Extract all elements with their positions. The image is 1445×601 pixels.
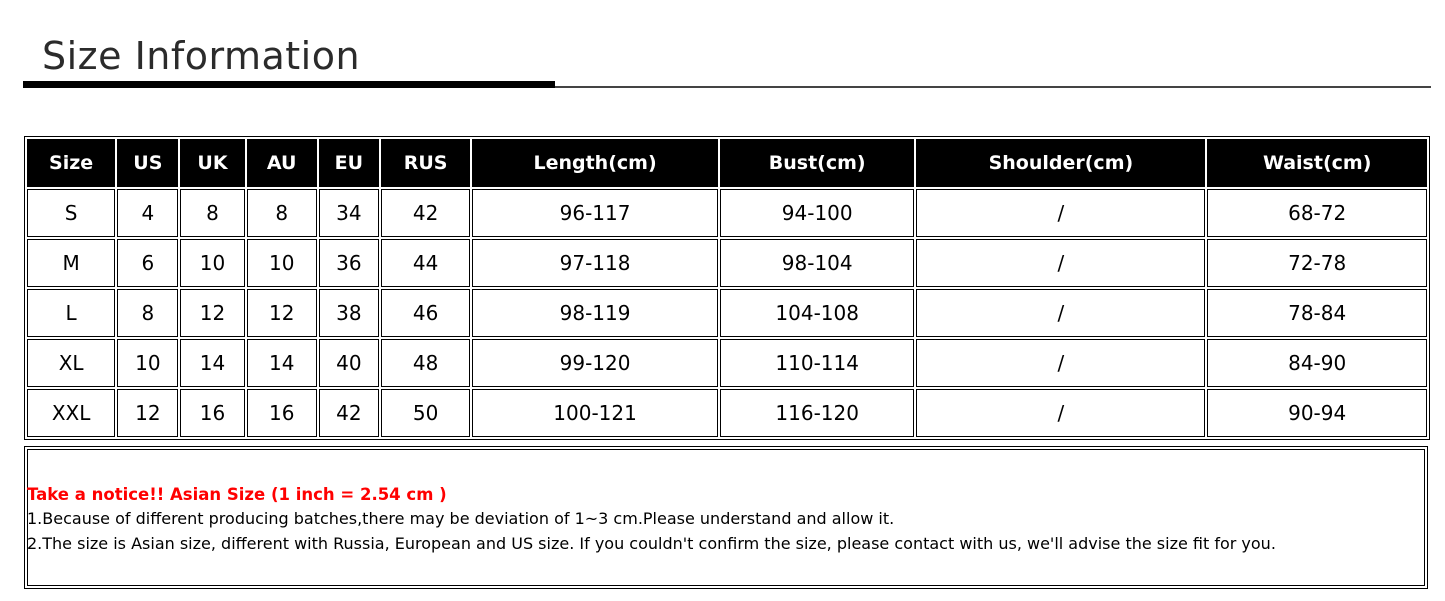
- header-shoulder: Shoulder(cm): [916, 139, 1205, 187]
- cell-au: 14: [247, 339, 317, 387]
- notice-title: Take a notice!! Asian Size (1 inch = 2.54 cm ): [27, 485, 447, 504]
- page-title: Size Information: [42, 34, 361, 78]
- cell-shoulder: /: [916, 289, 1205, 337]
- table-row: [27, 389, 1427, 437]
- cell-eu: 36: [319, 239, 379, 287]
- cell-bust: 94-100: [720, 189, 915, 237]
- header-length: Length(cm): [472, 139, 718, 187]
- notice-content: [27, 483, 1425, 556]
- cell-size: M: [27, 239, 115, 287]
- cell-length: 99-120: [472, 339, 718, 387]
- notice-box: [24, 446, 1428, 589]
- cell-waist: 68-72: [1207, 189, 1427, 237]
- cell-length: 98-119: [472, 289, 718, 337]
- cell-uk: 16: [180, 389, 244, 437]
- cell-length: 100-121: [472, 389, 718, 437]
- cell-us: 10: [117, 339, 178, 387]
- cell-bust: 110-114: [720, 339, 915, 387]
- header-uk: UK: [180, 139, 244, 187]
- cell-au: 16: [247, 389, 317, 437]
- cell-us: 4: [117, 189, 178, 237]
- cell-size: L: [27, 289, 115, 337]
- cell-eu: 42: [319, 389, 379, 437]
- cell-uk: 14: [180, 339, 244, 387]
- header-au: AU: [247, 139, 317, 187]
- cell-us: 12: [117, 389, 178, 437]
- table-header-row: [27, 139, 1427, 187]
- header-waist: Waist(cm): [1207, 139, 1427, 187]
- cell-waist: 78-84: [1207, 289, 1427, 337]
- cell-waist: 72-78: [1207, 239, 1427, 287]
- cell-size: XXL: [27, 389, 115, 437]
- cell-length: 97-118: [472, 239, 718, 287]
- cell-rus: 44: [381, 239, 470, 287]
- table-row: [27, 239, 1427, 287]
- title-underline-thin: [555, 86, 1431, 88]
- cell-bust: 116-120: [720, 389, 915, 437]
- cell-rus: 50: [381, 389, 470, 437]
- notice-line-2: 2.The size is Asian size, different with Russia, European and US size. If you couldn't confirm the size, please contact with us, we'll advise the size fit for you.: [27, 533, 1276, 553]
- table-row: [27, 289, 1427, 337]
- cell-size: S: [27, 189, 115, 237]
- cell-size: XL: [27, 339, 115, 387]
- cell-rus: 48: [381, 339, 470, 387]
- title-underline-thick: [23, 81, 555, 88]
- cell-uk: 12: [180, 289, 244, 337]
- cell-uk: 10: [180, 239, 244, 287]
- cell-bust: 98-104: [720, 239, 915, 287]
- cell-shoulder: /: [916, 189, 1205, 237]
- notice-line-1: 1.Because of different producing batches,there may be deviation of 1~3 cm.Please understand and allow it.: [27, 509, 895, 528]
- cell-eu: 38: [319, 289, 379, 337]
- size-chart-table: [24, 136, 1430, 440]
- cell-shoulder: /: [916, 339, 1205, 387]
- header-rus: RUS: [381, 139, 470, 187]
- header-us: US: [117, 139, 178, 187]
- cell-rus: 42: [381, 189, 470, 237]
- cell-us: 6: [117, 239, 178, 287]
- cell-shoulder: /: [916, 239, 1205, 287]
- table-row: [27, 339, 1427, 387]
- cell-au: 8: [247, 189, 317, 237]
- cell-rus: 46: [381, 289, 470, 337]
- header-size: Size: [27, 139, 115, 187]
- cell-au: 10: [247, 239, 317, 287]
- cell-shoulder: /: [916, 389, 1205, 437]
- cell-eu: 40: [319, 339, 379, 387]
- cell-us: 8: [117, 289, 178, 337]
- header-bust: Bust(cm): [720, 139, 915, 187]
- cell-waist: 84-90: [1207, 339, 1427, 387]
- cell-bust: 104-108: [720, 289, 915, 337]
- header-eu: EU: [319, 139, 379, 187]
- cell-uk: 8: [180, 189, 244, 237]
- table-row: [27, 189, 1427, 237]
- cell-au: 12: [247, 289, 317, 337]
- cell-eu: 34: [319, 189, 379, 237]
- cell-length: 96-117: [472, 189, 718, 237]
- cell-waist: 90-94: [1207, 389, 1427, 437]
